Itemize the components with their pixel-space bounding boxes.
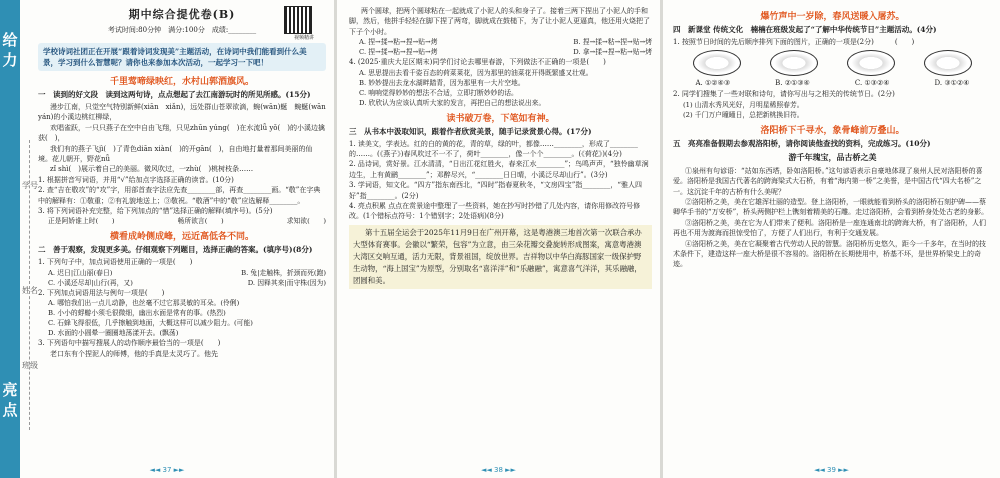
page-39: [663, 0, 1000, 478]
option: A. 捏→揉→粘→捏→贴→烤: [359, 38, 438, 47]
option: A. ①②④③: [695, 79, 731, 88]
option: C. 捏→揉→粘→捏→贴→烤: [359, 48, 438, 57]
couplet-item: (2) 千门万户曈曈日，总把新桃换旧符。: [683, 110, 804, 119]
question-6-text: 老口东有个捏泥人的师傅，他的手真是太灵巧了。他先: [50, 349, 218, 358]
student-number-label: 学号: [22, 181, 38, 190]
article-paragraph: ③洛阳桥之美，美在它为人们带来了便利。洛阳桥是一座连通南北的跨海大桥，有了洛阳桥，人们再也不用为渡海而担惊受怕了，方便了人们出行，有利于交通发展。: [673, 218, 986, 238]
section-2-heading: 二 善于观察，发现更多美。仔细观察下列题目，选择正确的答案。(填序号)(8分): [38, 245, 313, 255]
option: C. 石蜂飞得很低，几乎擦触到地面，大概这样可以减少阻力。(可能): [48, 319, 253, 328]
cut-line: [29, 140, 30, 430]
article-paragraph: ①泉州有句谚语：“站如东西塔，卧如洛阳桥。”这句谚语表示自豪地体现了泉州人民对洛阳桥的喜爱。洛阳桥是我国古代著名的跨海梁式大石桥，有着“海内第一桥”之美誉，是中国古代“四大名桥”之一。这沉淀千年的古桥有什么美呢？: [673, 166, 983, 196]
option: C. 响响觉得妙妙的想法不合适，立即打断妙妙的话。: [359, 88, 518, 97]
festival-image: [847, 50, 895, 76]
option: C. ①③②④: [854, 79, 890, 88]
option: B. 妙妙提出去龙水湖畔踏青，因为那里有一大片空地。: [359, 78, 525, 87]
passage-line: 漫步江南，只觉空气特别新鲜(xiān xiǎn)，远处群山苍翠欲滴，蜿(wān)蜒 蜿蜒(wān yán)的小溪边桃红柳绿，: [38, 103, 326, 122]
option: C. 小溪还尽却|山行(再，又): [48, 278, 133, 287]
exam-meta: 考试时间:80分钟 满分:100分 成绩:________: [107, 26, 257, 34]
section-5-heading: 五 亮亮准备假期去参观洛阳桥，请你阅读他查找的资料，完成练习。(10分): [673, 138, 931, 148]
class-label: 班级: [22, 361, 38, 370]
section-3-heading: 三 从书本中汲取知识，跟着作者欣赏美景，随手记录赏景心得。(17分): [349, 126, 592, 136]
festival-image: [770, 50, 818, 76]
side-top-label: 给力: [2, 31, 18, 69]
qr-label: 视频精讲: [293, 35, 314, 41]
excerpt-paragraph: 第十五届全运会于2025年11月9日在广州开幕，这是粤港澳三地首次第一次联合承办大型体育赛事。会徽以“繁荣，包容”为立意，由三朵花瓣交叠旋转形成图案，寓意粤港澳大湾区交响互通，活力无限，背景祖国，绽放世界。吉祥物以中华白海豚国家一级保护野生动物，“海上国宝”为原型，分别取名“喜洋洋”和“乐融融”，寓意喜气洋洋，其乐融融，团圆和美。: [353, 227, 642, 285]
activity-intro: 学校诗词社团正在开展“跟着诗词发现美”主题活动，在诗词中我们能看到什么美景，学习到什么智慧呢？请你也来参加本次活动，一起学习一下吧！: [38, 43, 326, 71]
option: A. 思思提出去看千姿百态的荷菜莱花，因为那里的油菜花开得既繁盛又壮观。: [359, 68, 593, 77]
q3-item: 畅所欲言( ): [177, 217, 224, 226]
question-3: 3. 学词语，知文化。“四方”指东南西北，“四时”指春夏秋冬，“文房四宝”指________，“雅人四好”指________。(2分): [349, 181, 642, 200]
exam-title: 期中综合提优卷(B): [128, 8, 236, 21]
option: B. 兔|走触株，折颈而死(跑): [241, 268, 326, 277]
page-number: ◄◄ 38 ►►: [481, 466, 516, 474]
q3-item: 正是阿娇谁上时( ): [48, 217, 115, 226]
name-label: 姓名: [22, 286, 38, 295]
festival-image: [924, 50, 972, 76]
side-strip: [0, 0, 20, 478]
question-5: 2. 下列加点词语用法与例句一项是( ): [38, 288, 165, 297]
side-bottom-label: 亮点: [2, 381, 18, 419]
option: B. 捏→揉→粘→捏→贴→烤: [573, 38, 652, 47]
option: D. 拿→揉→捏→粘→贴→烤: [573, 48, 652, 57]
option: B. ②①③④: [775, 79, 810, 88]
option: B. 小小的蜉蝣小须毛很微细，幽出水面是常有的事。(热烈): [48, 309, 226, 318]
page-number: ◄◄ 37 ►►: [149, 466, 185, 474]
option: D. ③①②④: [934, 79, 970, 88]
page-38: [337, 0, 660, 478]
option: D. 欣欣认为应该认真听大家的发言，再把自己的想法说出来。: [359, 98, 546, 107]
article-paragraph: ④洛阳桥之美，美在它凝聚着古代劳动人民的智慧。洛阳桥历史悠久，距今一千多年，在当时的技术条件下，建造这样一座大桥是很不容易的。洛阳桥在长期使用中，桥基不坏，是世界桥梁史上的奇迹。: [673, 239, 986, 269]
article-title: 游千年瑰宝，品古桥之美: [788, 151, 877, 162]
poem-banner-1: 爆竹声中一岁除，春风送暖入屠苏。: [760, 12, 905, 22]
question-4b: 4. 亮点积累 点点在赏景途中整理了一些资料，她在抄写时抄错了几处内容，请你用修改符号修改。(1个错标点符号：1个错别字；2处语病)(8分): [349, 202, 641, 221]
question-3: 3. 将下列词语补充完整，给下列加点的“惜”选择正确的解释(填序号)。(5分): [38, 207, 273, 216]
question-4: 1. 下列句子中，加点词语使用正确的一项是( ): [38, 258, 193, 267]
passage-line: 我们有的燕子飞jì( )了青色diān xiàn( )的开gān( )，自由地打量着那间美丽的仙境。花儿朝开，野花nǚ: [38, 144, 313, 164]
question-1: 1. 按照节日时间的先后顺序排列下面的图片，正确的一项是(2分) ( ): [673, 38, 915, 46]
passage-line: 欢唱雀跃，一只只燕子在空中自由飞翔，只见zhūn yúng( )在水流lǚ yǒ( )的小溪边擒获( )，: [38, 123, 325, 143]
option: A. 迟日|江山丽(春日): [48, 268, 113, 277]
q3-item: 求知欲( ): [286, 217, 326, 226]
question-1: 1. 根据拼音写词语，并用“√”给加点字选择正确的读音。(10分): [38, 175, 234, 184]
article-paragraph: ②洛阳桥之美，美在它雄浑壮丽的造型。登上洛阳桥，一眼就能看到桥头的洛阳桥石刻护碑——蔡卿华手书的“万安桥”，桥头两侧护栏上镌刻着精美的石雕。走过洛阳桥，会看到桥身处处古老的身影。: [673, 198, 989, 217]
question-6: 3. 下列语句中描写搜展人的动作顺序最恰当的一项是( ): [38, 339, 221, 348]
section-1-heading: 一 读到的好文段 读到这两句诗，点点想起了去江南游玩时的所见所感。(15分): [38, 90, 311, 99]
question-2: 2. 同学们搜集了一些对联和诗句，请你写出与之相关的传统节日。(2分): [673, 90, 895, 99]
option: D. 水面的小圆晕一圈圈地荡漾开去。(飘荡): [48, 329, 179, 338]
question-2: 2. 查“吉在敬攻”的“攻”字，用部首查字法应先查________部，再查________画。“敬”在字典中的解释有：①敬重；②有礼貌地送上；③敬祝。“敬酒”中的“敬”应选解释________。: [38, 186, 321, 205]
question-2: 2. 品诗词，赏好景。江水清清，“日出江花红胜火，春来江水________”；鸟鸣声声，“独怜幽草涧边生，上有黄鹂________”；邓醉尽兴，“________日日晴，小溪泛尽却山行”。(3分): [349, 160, 649, 179]
passage-continued: 两个圆球，把两个圆球粘在一起就成了小泥人的头和身子了。接着三两下捏出了小泥人的手和脚，然后，他拼手轻轻在脚下捏了两弯，脚就成在鼓槌下，为了让小泥人更逼真，他还用火烧把了下子个小时。: [349, 7, 650, 36]
question-4: 4. (2025·重庆大足区期末)同学们讨论去哪里春游，下列做法不正确的一项是( ): [349, 58, 606, 67]
poem-banner: 读书破万卷，下笔如有神。: [446, 113, 555, 124]
option: D. 因释其来|而守株(因为): [247, 278, 326, 287]
passage-line: zǐ shì( )展示着自己的美丽。微风吹过，一zhù( )桃树枝条……: [50, 165, 254, 174]
couplet-item: (1) 山清水秀风光好，月明星稀照春芳。: [683, 100, 804, 109]
poem-banner-1: 千里莺啼绿映红，水村山郭酒旗风。: [109, 77, 254, 87]
page-number: ◄◄ 39 ►►: [814, 466, 849, 474]
section-4-heading: 四 新课堂 传统文化 楠楠在班级发起了“了解中华传统节日”主题活动。(4分): [673, 25, 937, 34]
poem-banner-2: 洛阳桥下千寻水，象骨峰前万叠山。: [760, 125, 905, 136]
festival-images: [679, 50, 986, 76]
qr-code[interactable]: [284, 6, 312, 34]
festival-image: [693, 50, 741, 76]
option: A. 哪怕我们出一点儿动静，也丝毫不过它那灵敏的耳朵。(伶俐): [48, 299, 240, 308]
page-37: [0, 0, 334, 478]
question-1: 1. 读美文，学表达。红的白的黄的花，青的草，绿的叶，都像……________，形成了________的……。(《燕子》)春风吹过不一不了，荷叶________，像一个个________。(《荷花》)(4分): [349, 139, 638, 159]
poem-banner-2: 横看成岭侧成峰，远近高低各不同。: [109, 232, 254, 243]
